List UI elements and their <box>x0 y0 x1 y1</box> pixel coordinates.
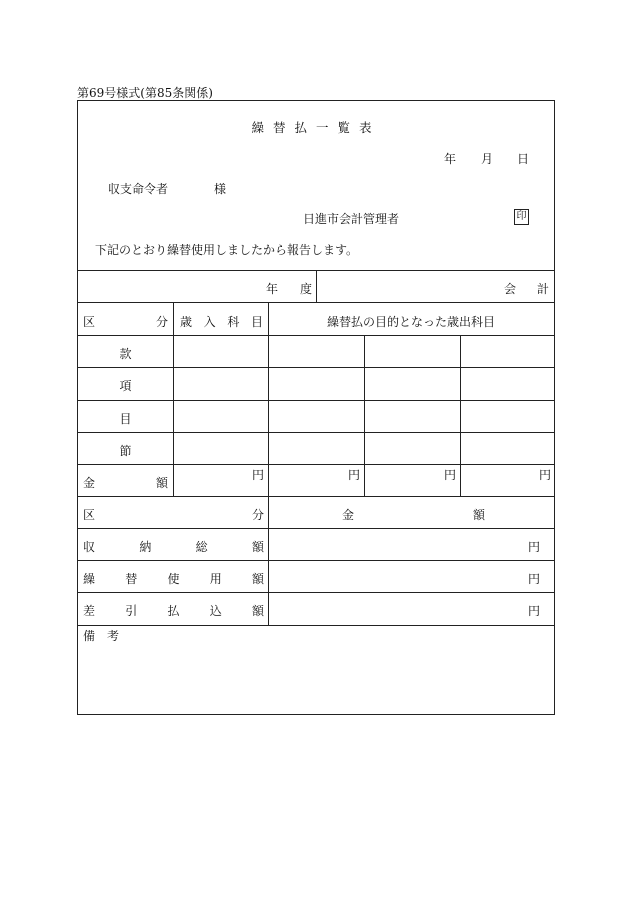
row-label-kan: 款 <box>119 347 132 361</box>
form-number-label: 第69号様式(第85条関係) <box>77 86 213 100</box>
revenue-subject-header: 歳 入 科 目 <box>180 315 263 329</box>
form-header <box>78 101 554 271</box>
row-label-setsu: 節 <box>119 444 132 458</box>
expense-subject-header: 繰替払の目的となった歳出科目 <box>326 315 495 329</box>
yen-unit: 円 <box>252 468 265 482</box>
summary-division-header: 区 分 <box>83 508 264 522</box>
date-day-label: 日 <box>517 152 530 166</box>
honorific-label: 様 <box>214 182 227 196</box>
division-header: 区 分 <box>83 315 168 329</box>
total-received-label: 収 納 総 額 <box>83 540 264 554</box>
yen-unit: 円 <box>348 468 361 482</box>
transfer-used-label: 繰 替 使 用 額 <box>83 572 264 586</box>
date-month-label: 月 <box>481 152 494 166</box>
amount-row-label: 金 額 <box>83 476 168 490</box>
report-statement: 下記のとおり繰替使用しましたから報告します。 <box>95 243 359 257</box>
summary-amount-header: 金 額 <box>342 508 485 522</box>
net-payment-label: 差 引 払 込 額 <box>83 604 264 618</box>
yen-unit: 円 <box>528 540 541 554</box>
form-title: 繰替払一覧表 <box>251 120 381 135</box>
remarks-label: 備 考 <box>83 629 119 643</box>
row-label-kou: 項 <box>119 379 132 393</box>
addressee-label: 収支命令者 <box>108 182 169 196</box>
row-label-moku: 目 <box>119 412 132 426</box>
seal-mark: 印 <box>514 209 529 225</box>
form-grid <box>78 270 554 715</box>
form-frame <box>77 100 555 715</box>
issuer-label: 日進市会計管理者 <box>303 212 400 226</box>
yen-unit: 円 <box>444 468 457 482</box>
fiscal-year-label: 年 度 <box>266 282 312 296</box>
yen-unit: 円 <box>528 604 541 618</box>
account-label: 会 計 <box>504 282 549 296</box>
date-year-label: 年 <box>444 152 457 166</box>
yen-unit: 円 <box>539 468 552 482</box>
yen-unit: 円 <box>528 572 541 586</box>
